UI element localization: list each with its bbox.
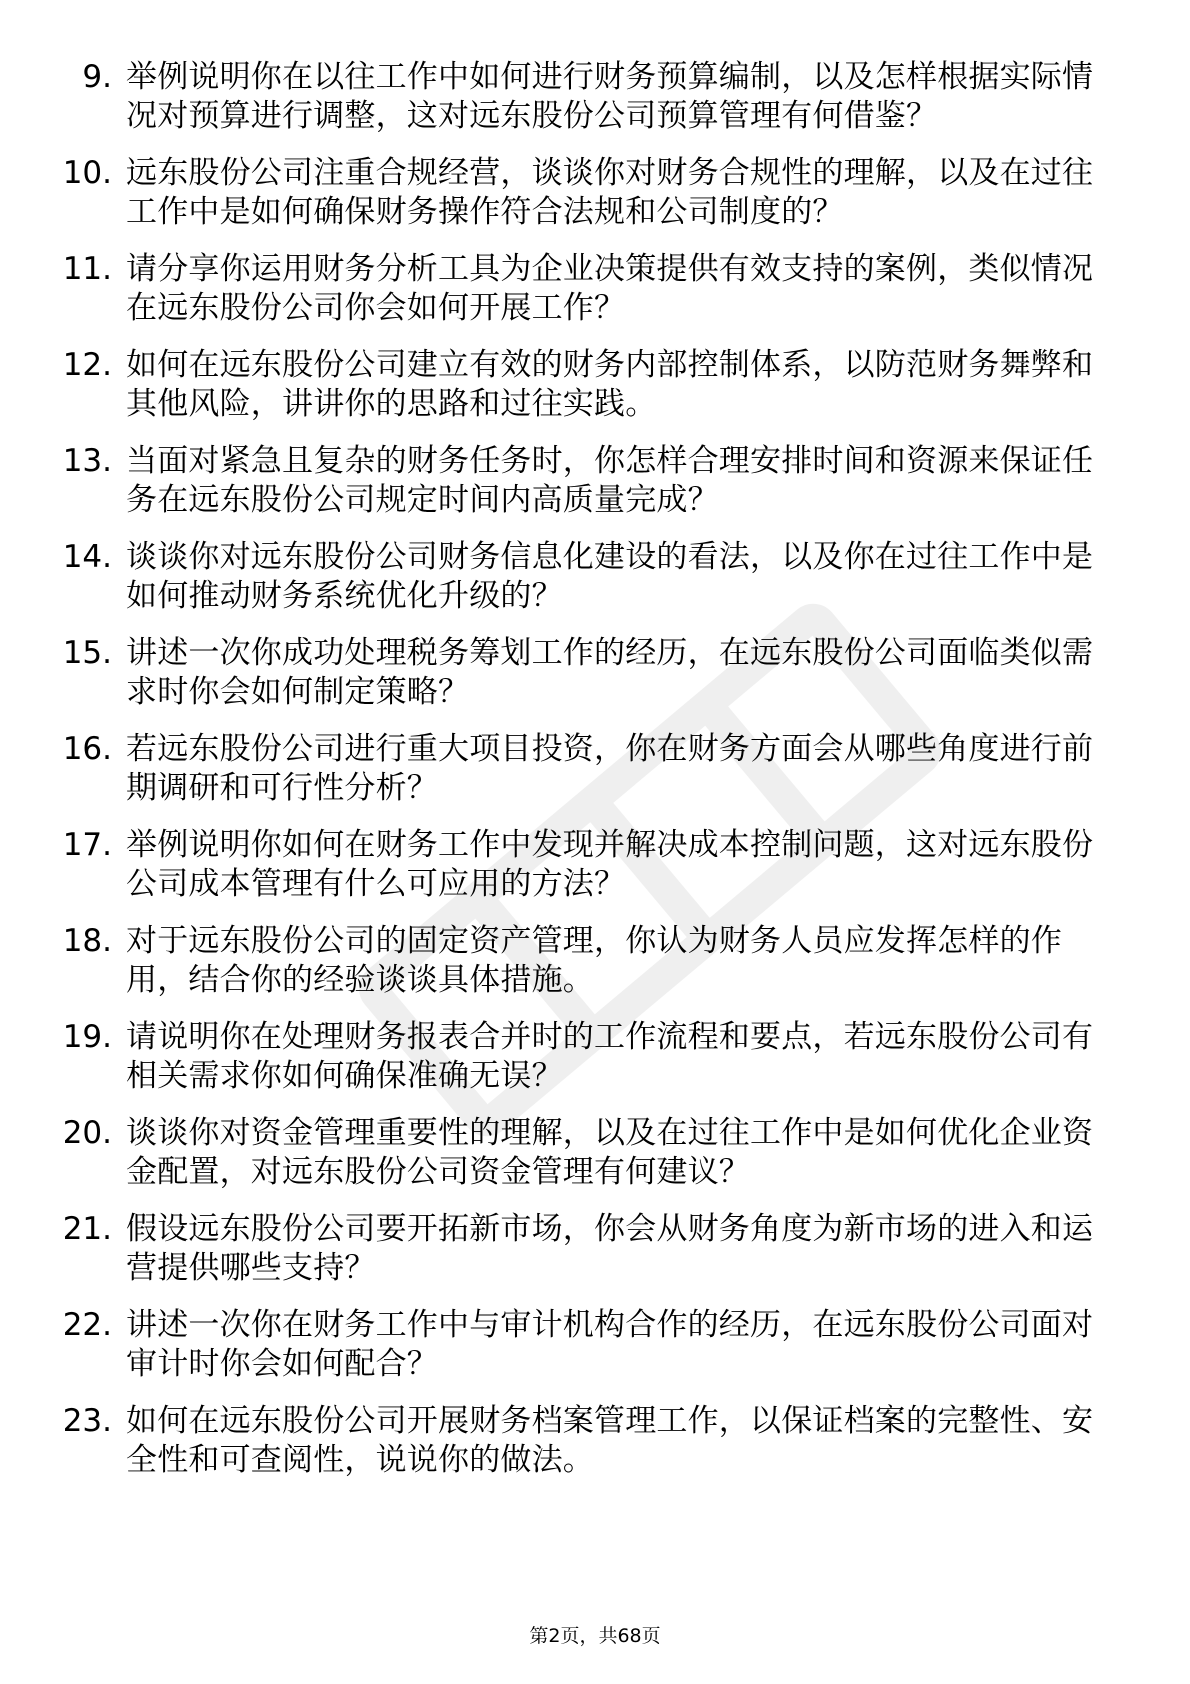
question-item	[58, 1306, 1118, 1384]
question-number: 21.	[62, 1211, 112, 1247]
question-text: 对于远东股份公司的固定资产管理，你认为财务人员应发挥怎样的作用，结合你的经验谈谈具体措施。	[126, 923, 1062, 998]
question-text: 讲述一次你成功处理税务筹划工作的经历，在远东股份公司面临类似需求时你会如何制定策略？	[126, 635, 1094, 710]
question-item	[58, 634, 1118, 712]
question-text: 如何在远东股份公司建立有效的财务内部控制体系，以防范财务舞弊和其他风险，讲讲你的思路和过往实践。	[126, 347, 1094, 422]
question-text: 远东股份公司注重合规经营，谈谈你对财务合规性的理解，以及在过往工作中是如何确保财务操作符合法规和公司制度的？	[126, 155, 1094, 230]
question-text: 举例说明你如何在财务工作中发现并解决成本控制问题，这对远东股份公司成本管理有什么可应用的方法？	[126, 827, 1094, 902]
question-item	[58, 1210, 1118, 1288]
question-number: 13.	[62, 443, 112, 479]
question-text: 如何在远东股份公司开展财务档案管理工作，以保证档案的完整性、安全性和可查阅性，说说你的做法。	[126, 1403, 1094, 1478]
question-item	[58, 250, 1118, 328]
question-item	[58, 154, 1118, 232]
question-text: 谈谈你对资金管理重要性的理解，以及在过往工作中是如何优化企业资金配置，对远东股份公司资金管理有何建议？	[126, 1115, 1094, 1190]
question-number: 11.	[62, 251, 112, 287]
question-item	[58, 730, 1118, 808]
question-number: 23.	[62, 1403, 112, 1439]
question-list	[58, 58, 1118, 1498]
question-item	[58, 1114, 1118, 1192]
question-text: 若远东股份公司进行重大项目投资，你在财务方面会从哪些角度进行前期调研和可行性分析？	[126, 731, 1094, 806]
question-number: 22.	[62, 1307, 112, 1343]
question-text: 假设远东股份公司要开拓新市场，你会从财务角度为新市场的进入和运营提供哪些支持？	[126, 1211, 1094, 1286]
question-item	[58, 538, 1118, 616]
question-number: 17.	[62, 827, 112, 863]
question-item	[58, 826, 1118, 904]
question-number: 16.	[62, 731, 112, 767]
question-number: 15.	[62, 635, 112, 671]
page-footer: 第2页，共68页	[529, 1625, 661, 1647]
question-item	[58, 922, 1118, 1000]
question-item	[58, 58, 1118, 136]
question-item	[58, 1402, 1118, 1480]
question-number: 9.	[82, 59, 112, 95]
question-number: 10.	[62, 155, 112, 191]
question-text: 请分享你运用财务分析工具为企业决策提供有效支持的案例，类似情况在远东股份公司你会如何开展工作？	[126, 251, 1094, 326]
question-text: 讲述一次你在财务工作中与审计机构合作的经历，在远东股份公司面对审计时你会如何配合？	[126, 1307, 1094, 1382]
question-text: 当面对紧急且复杂的财务任务时，你怎样合理安排时间和资源来保证任务在远东股份公司规定时间内高质量完成？	[126, 443, 1094, 518]
question-text: 谈谈你对远东股份公司财务信息化建设的看法，以及你在过往工作中是如何推动财务系统优化升级的？	[126, 539, 1094, 614]
question-item	[58, 442, 1118, 520]
question-number: 18.	[62, 923, 112, 959]
question-number: 20.	[62, 1115, 112, 1151]
question-item	[58, 346, 1118, 424]
question-number: 19.	[62, 1019, 112, 1055]
question-text: 请说明你在处理财务报表合并时的工作流程和要点，若远东股份公司有相关需求你如何确保准确无误？	[126, 1019, 1094, 1094]
question-number: 12.	[62, 347, 112, 383]
question-item	[58, 1018, 1118, 1096]
question-number: 14.	[62, 539, 112, 575]
question-text: 举例说明你在以往工作中如何进行财务预算编制，以及怎样根据实际情况对预算进行调整，这对远东股份公司预算管理有何借鉴？	[126, 59, 1094, 134]
